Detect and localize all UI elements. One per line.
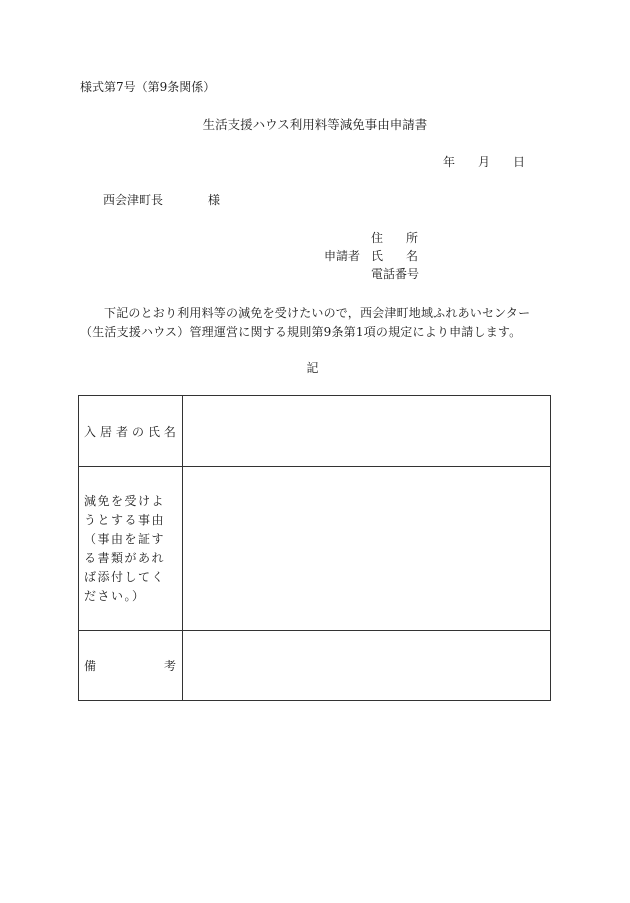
reason-label: 減免を受けようとする事由（事由を証する書類があれば添付してください。） — [84, 493, 166, 603]
notes-label-cell — [79, 631, 183, 701]
document-title: 生活支援ハウス利用料等減免事由申請書 — [202, 117, 428, 132]
date-year-label: 年 — [443, 155, 456, 169]
request-body-text: 下記のとおり利用料等の減免を受けたいので，西会津町地域ふれあいセンター（生活支援ハウス）管理運営に関する規則第9条第1項の規定により申請します。 — [80, 306, 531, 339]
detail-table — [78, 395, 551, 701]
table-row-notes — [79, 631, 551, 701]
form-number: 様式第7号（第9条関係） — [80, 80, 216, 94]
notes-label: 備 考 — [84, 659, 176, 673]
reason-value-cell[interactable] — [183, 467, 551, 631]
addressee-honorific: 様 — [208, 193, 221, 207]
applicant-label: 申請者 — [324, 249, 361, 263]
resident-name-label: 入 居 者 の 氏 名 — [84, 424, 176, 439]
phone-label: 電話番号 — [371, 267, 420, 281]
date-day-label: 日 — [513, 155, 526, 169]
table-row-resident-name — [79, 396, 551, 467]
resident-name-value-cell[interactable] — [183, 396, 551, 467]
address-label: 住 所 — [371, 231, 418, 245]
addressee-name: 西会津町長 — [103, 193, 164, 207]
table-row-reason — [79, 467, 551, 631]
reason-label-cell — [79, 467, 183, 631]
name-label: 氏 名 — [371, 249, 418, 263]
ki-heading: 記 — [306, 361, 319, 375]
notes-value-cell[interactable] — [183, 631, 551, 701]
date-month-label: 月 — [478, 155, 491, 169]
resident-name-label-cell — [79, 396, 183, 467]
